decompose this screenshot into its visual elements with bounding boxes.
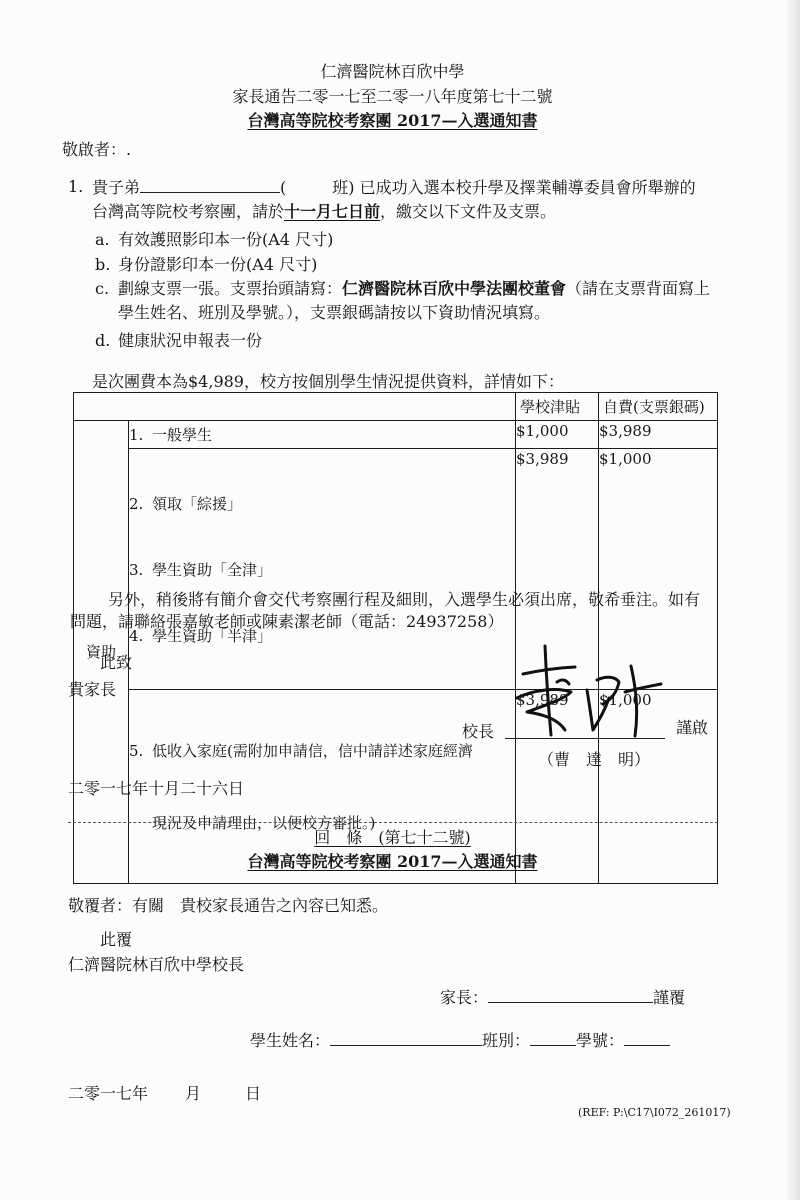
- category-text: 一般學生: [152, 426, 213, 444]
- category-number: 3.: [129, 561, 144, 579]
- cheque-payee: 仁濟醫院林百欣中學法團校董會: [342, 279, 567, 298]
- class-close: 班): [332, 178, 355, 197]
- document-marker: b.: [95, 255, 111, 274]
- reference-code: (REF: P:\C17\I072_261017): [578, 1106, 731, 1119]
- reply-title-text: 台灣高等院校考察團 2017—入選通知書: [247, 852, 538, 871]
- header-school-subsidy: 學校津貼: [516, 393, 599, 421]
- child-label: 貴子弟: [92, 178, 141, 197]
- student-no-blank: [624, 1030, 670, 1046]
- category-line-cont: 現況及申請理由，以便校方審批。): [152, 814, 376, 832]
- category-text: 領取「綜援」: [152, 495, 243, 513]
- item1-line2: [92, 202, 556, 222]
- closing-regards: 此致: [100, 653, 133, 672]
- reply-acknowledgement: 敬覆者：有關 貴校家長通告之內容已知悉。: [68, 896, 389, 915]
- self-paid-cell: $1,000: [599, 449, 718, 690]
- header-self-paid: 自費(支票銀碼): [599, 393, 718, 421]
- document-text: 健康狀況申報表一份: [118, 331, 263, 350]
- category-number: 2.: [129, 495, 144, 513]
- school-subsidy-cell: $1,000: [516, 421, 599, 449]
- reply-date-month: 月: [185, 1084, 202, 1103]
- notice-date: 二零一七年十月二十六日: [68, 779, 245, 798]
- self-paid-cell: $3,989: [599, 421, 718, 449]
- reply-addressee: 仁濟醫院林百欣中學校長: [68, 955, 245, 974]
- category-text: 低收入家庭(需附加申請信，信中請詳述家庭經濟: [152, 742, 473, 760]
- item1-line1-rest: 已成功入選本校升學及擇業輔導委員會所舉辦的: [359, 178, 696, 197]
- sign-off: 謹啟: [676, 718, 709, 737]
- student-no-label: 學號：: [576, 1031, 625, 1050]
- document-item-c: [95, 279, 710, 299]
- principal-name: （曹 達 明）: [538, 750, 651, 769]
- principal-signature: [505, 640, 665, 745]
- deadline: 十一月七日前: [284, 202, 381, 221]
- item1-number: 1.: [68, 177, 84, 196]
- category-cell: [129, 421, 516, 449]
- reply-title: [0, 852, 785, 872]
- fee-table: [73, 392, 718, 884]
- parent-label: 家長：: [440, 988, 489, 1007]
- document-item-a: [95, 230, 333, 250]
- table-header-row: [74, 393, 718, 421]
- cut-line: [68, 822, 718, 823]
- child-name-blank: [140, 177, 280, 193]
- category-number: 1.: [129, 426, 144, 444]
- signature-line: [505, 738, 665, 739]
- notice-number: 家長通告二零一七至二零一八年度第七十二號: [232, 87, 553, 106]
- document-text: 有效護照影印本一份(A4 尺寸): [118, 230, 334, 249]
- closing-addressee: 貴家長: [68, 680, 117, 699]
- document-marker: a.: [95, 230, 110, 249]
- class-blank-field: [530, 1030, 576, 1046]
- item1-line1: [92, 177, 696, 198]
- notice-title: [0, 111, 785, 131]
- signer-title: 校長: [462, 722, 495, 741]
- document-text: 劃線支票一張。支票抬頭請寫：: [118, 279, 343, 298]
- group-label: 資助: [85, 643, 116, 661]
- table-row: [74, 421, 718, 449]
- class-open: (: [280, 178, 287, 197]
- student-name-blank: [330, 1030, 482, 1046]
- school-name: 仁濟醫院林百欣中學: [320, 62, 465, 81]
- group-label-cell: [74, 421, 129, 884]
- parent-signature-blank: [488, 987, 653, 1003]
- document-item-d: [95, 331, 262, 351]
- category-number: 4.: [129, 627, 144, 645]
- document-item-b: [95, 255, 317, 275]
- category-line: [129, 557, 515, 583]
- school-subsidy-cell: $3,989: [516, 449, 599, 690]
- reply-heading: [0, 828, 785, 848]
- reply-regards: 此覆: [100, 930, 133, 949]
- reply-date-year: 二零一七年: [68, 1084, 149, 1103]
- salutation: 敬啟者：.: [62, 140, 132, 159]
- document-item-c-line2: 學生姓名、班別及學號。），支票銀碼請按以下資助情況填寫。: [118, 303, 551, 322]
- notice-title-text: 台灣高等院校考察團 2017—入選通知書: [247, 111, 538, 130]
- category-number: 5.: [129, 742, 144, 760]
- document-text: 身份證影印本一份(A4 尺寸): [118, 255, 318, 274]
- document-marker: d.: [95, 331, 111, 350]
- class-label: 班別：: [482, 1031, 531, 1050]
- notes-line1: 另外，稍後將有簡介會交代考察團行程及細則，入選學生必須出席，敬希垂注。如有: [108, 590, 701, 609]
- parent-signature-row: [440, 987, 685, 1008]
- school-subsidy-cell: $3,989: [516, 690, 599, 884]
- student-info-row: [250, 1030, 670, 1051]
- parent-sign-off: 謹覆: [653, 988, 686, 1007]
- reply-heading-text: 回 條 (第七十二號): [314, 828, 471, 847]
- document-marker: c.: [95, 279, 110, 298]
- category-line: [129, 491, 515, 517]
- fee-intro: 是次團費本為$4,989，校方按個別學生情況提供資料，詳情如下：: [92, 372, 564, 391]
- category-line: [129, 739, 515, 763]
- student-name-label: 學生姓名：: [250, 1031, 331, 1050]
- document-text-after: （請在支票背面寫上: [566, 279, 711, 298]
- category-text: 學生資助「全津」: [152, 561, 273, 579]
- notes-line2: 問題，請聯絡張嘉敏老師或陳素潔老師（電話：24937258）: [70, 612, 504, 631]
- reply-date-day: 日: [245, 1084, 262, 1103]
- scan-edge-shadow: [784, 0, 800, 1200]
- category-cell: [129, 449, 516, 690]
- self-paid-cell: $1,000: [599, 690, 718, 884]
- category-text: 學生資助「半津」: [152, 627, 273, 645]
- item1-line2-end: ，繳交以下文件及支票。: [380, 202, 557, 221]
- item1-line2-start: 台灣高等院校考察團，請於: [92, 202, 285, 221]
- table-corner-cell: [74, 393, 516, 421]
